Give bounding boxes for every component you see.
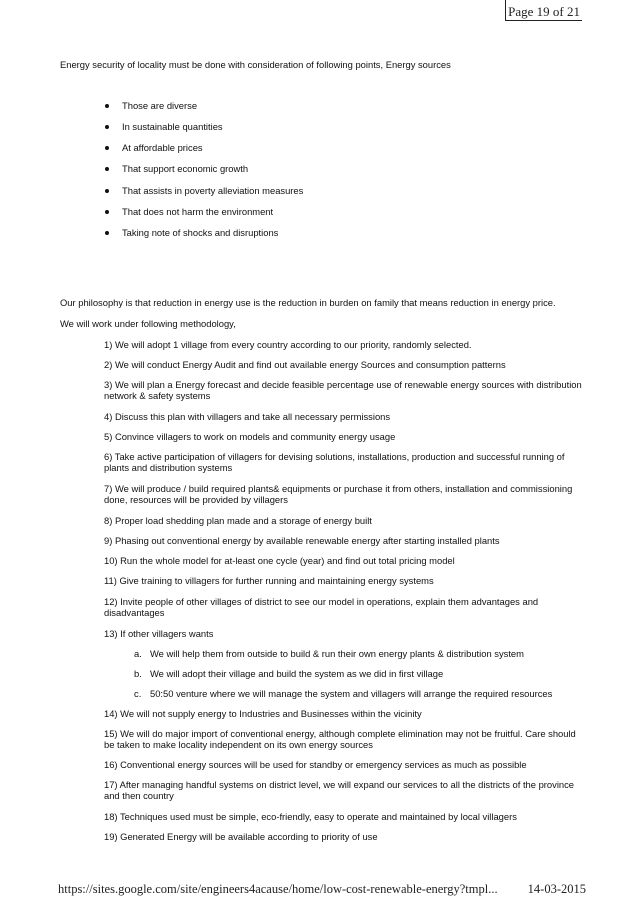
bullet-icon [105,167,109,171]
methodology-step: 8) Proper load shedding plan made and a storage of energy built [104,515,372,526]
bullet-icon [105,104,109,108]
methodology-step: 13) If other villagers wants [104,628,214,639]
bullet-icon [105,210,109,214]
print-date: 14-03-2015 [527,882,586,896]
bullet-icon [105,231,109,235]
methodology-step: 4) Discuss this plan with villagers and take all necessary permissions [104,411,391,422]
methodology-step: 7) We will produce / build required plants& equipments or purchase it from others, installation and commissioning done, resources will be provided by villagers [104,483,573,505]
philosophy-paragraph: Our philosophy is that reduction in energy use is the reduction in burden on family that means reduction in energy price. [60,297,556,308]
source-url: https://sites.google.com/site/engineers4acause/home/low-cost-renewable-energy?tmpl... [58,882,498,896]
methodology-step: 1) We will adopt 1 village from every country according to our priority, randomly selected. [104,339,472,350]
sub-list-item: b. We will adopt their village and build the system as we did in first village [134,668,444,679]
methodology-step: 18) Techniques used must be simple, eco-friendly, easy to operate and maintained by local villagers [104,811,517,822]
methodology-step: 15) We will do major import of conventional energy, although complete elimination may not be fruitful. Care should be taken to make locality independent on its own energy sources [104,728,576,750]
methodology-step: 6) Take active participation of villagers for devising solutions, installations, production and successful running of plants and distribution systems [104,451,565,473]
sub-list-item: c. 50:50 venture where we will manage the system and villagers will arrange the required resources [134,688,553,699]
methodology-step: 9) Phasing out conventional energy by available renewable energy after starting installed plants [104,535,500,546]
page-number: Page 19 of 21 [508,4,580,19]
methodology-step: 3) We will plan a Energy forecast and decide feasible percentage use of renewable energy sources with distribution network & safety systems [104,379,582,401]
methodology-step: 17) After managing handful systems on district level, we will expand our services to all the districts of the province and then country [104,779,575,801]
bullet-icon [105,125,109,129]
page-footer [58,882,586,897]
sub-list-item: a. We will help them from outside to build & run their own energy plants & distribution system [134,648,524,659]
methodology-step: 10) Run the whole model for at-least one cycle (year) and find out total pricing model [104,555,455,566]
bullet-icon [105,146,109,150]
intro-paragraph: Energy security of locality must be done with consideration of following points, Energy sources [60,59,451,70]
methodology-step: 12) Invite people of other villages of district to see our model in operations, explain them advantages and disadvantages [104,596,539,618]
methodology-step: 2) We will conduct Energy Audit and find out available energy Sources and consumption patterns [104,359,506,370]
methodology-step: 5) Convince villagers to work on models and community energy usage [104,431,396,442]
methodology-intro: We will work under following methodology, [60,318,236,329]
methodology-step: 14) We will not supply energy to Industries and Businesses within the vicinity [104,708,422,719]
bullet-icon [105,189,109,193]
methodology-step: 16) Conventional energy sources will be used for standby or emergency services as much as possible [104,759,527,770]
methodology-step: 11) Give training to villagers for further running and maintaining energy systems [104,575,434,586]
methodology-step: 19) Generated Energy will be available according to priority of use [104,831,378,842]
